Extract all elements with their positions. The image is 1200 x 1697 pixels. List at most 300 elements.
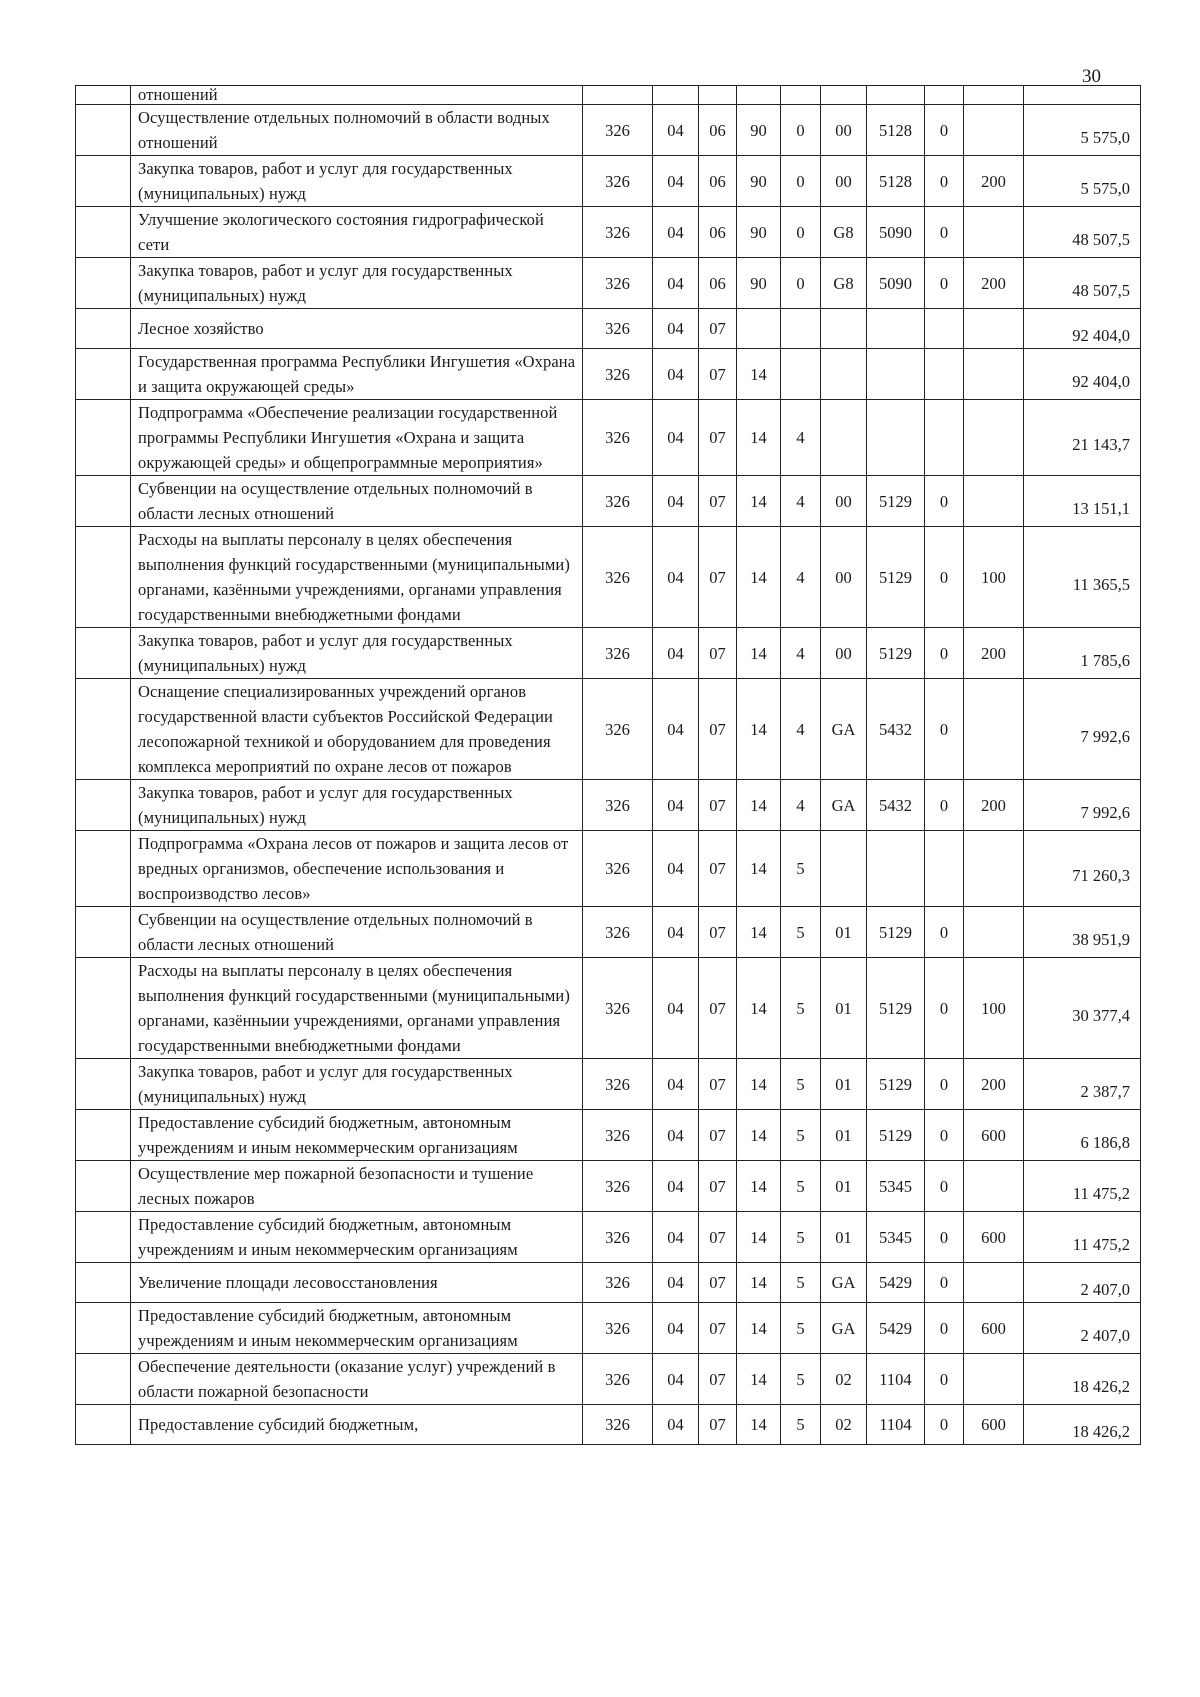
row-name-cell: Осуществление мер пожарной безопасности и тушение лесных пожаров [131,1161,583,1212]
section-code-cell: 04 [653,1110,699,1161]
extra-code-cell [925,349,964,400]
expense-type-code-cell [964,679,1024,780]
row-number-cell [76,1354,131,1405]
expense-type-code-cell: 200 [964,780,1024,831]
extra-code-cell: 0 [925,1161,964,1212]
row-number-cell [76,958,131,1059]
page-number: 30 [1082,66,1101,87]
row-name-cell: Оснащение специализированных учреждений органов государственной власти субъектов Российской Федерации лесопожарной техникой и оборудованием для проведения комплекса мероприятий по охране лесов от пожаров [131,679,583,780]
sum-cell: 18 426,2 [1024,1405,1141,1445]
sum-cell: 2 407,0 [1024,1263,1141,1303]
admin-code-cell: 326 [583,527,653,628]
extra-code-cell [925,400,964,476]
table-row [76,476,1141,527]
direction-code-cell: 5090 [867,258,925,309]
expense-type-code-cell [964,309,1024,349]
sum-cell: 13 151,1 [1024,476,1141,527]
program-code-cell: 90 [737,105,781,156]
program-code-cell: 14 [737,1405,781,1445]
program-code-cell: 14 [737,400,781,476]
section-code-cell: 04 [653,309,699,349]
extra-code-cell: 0 [925,1354,964,1405]
section-code-cell: 04 [653,1212,699,1263]
sum-cell: 6 186,8 [1024,1110,1141,1161]
extra-code-cell: 0 [925,907,964,958]
row-name-cell: Увеличение площади лесовосстановления [131,1263,583,1303]
row-number-cell [76,780,131,831]
direction-code-cell: 5129 [867,628,925,679]
subsection-code-cell: 06 [699,156,737,207]
section-code-cell [653,86,699,105]
subprogram-code-cell: 0 [781,258,821,309]
sum-cell: 2 387,7 [1024,1059,1141,1110]
subsection-code-cell: 07 [699,1212,737,1263]
budget-table [75,85,1141,1445]
subprogram-code-cell [781,86,821,105]
expense-type-code-cell [964,207,1024,258]
sum-cell: 30 377,4 [1024,958,1141,1059]
extra-code-cell: 0 [925,1263,964,1303]
direction-code-cell: 5129 [867,1059,925,1110]
section-code-cell: 04 [653,679,699,780]
direction-code-cell: 5129 [867,958,925,1059]
row-number-cell [76,258,131,309]
row-name-cell: Предоставление субсидий бюджетным, автономным учреждениям и иным некоммерческим организациям [131,1303,583,1354]
table-row [76,349,1141,400]
admin-code-cell: 326 [583,780,653,831]
row-number-cell [76,527,131,628]
admin-code-cell: 326 [583,1212,653,1263]
direction-code-cell: 5128 [867,156,925,207]
row-name-cell: Предоставление субсидий бюджетным, автономным учреждениям и иным некоммерческим организациям [131,1110,583,1161]
admin-code-cell: 326 [583,1303,653,1354]
subprogram-code-cell: 5 [781,907,821,958]
row-number-cell [76,1110,131,1161]
event-code-cell: GA [821,679,867,780]
direction-code-cell: 5128 [867,105,925,156]
extra-code-cell: 0 [925,1303,964,1354]
subsection-code-cell: 07 [699,1059,737,1110]
subsection-code-cell: 07 [699,1110,737,1161]
expense-type-code-cell [964,1161,1024,1212]
admin-code-cell: 326 [583,156,653,207]
event-code-cell [821,86,867,105]
table-row [76,156,1141,207]
table-row [76,1405,1141,1445]
subprogram-code-cell: 5 [781,831,821,907]
section-code-cell: 04 [653,1354,699,1405]
expense-type-code-cell: 200 [964,258,1024,309]
section-code-cell: 04 [653,156,699,207]
program-code-cell: 14 [737,780,781,831]
expense-type-code-cell: 600 [964,1212,1024,1263]
row-number-cell [76,1263,131,1303]
program-code-cell: 14 [737,958,781,1059]
admin-code-cell: 326 [583,1110,653,1161]
subprogram-code-cell: 4 [781,400,821,476]
table-row [76,958,1141,1059]
direction-code-cell: 5432 [867,679,925,780]
admin-code-cell: 326 [583,907,653,958]
table-row [76,1263,1141,1303]
row-name-cell: Улучшение экологического состояния гидрографической сети [131,207,583,258]
section-code-cell: 04 [653,831,699,907]
program-code-cell: 14 [737,1303,781,1354]
subsection-code-cell: 07 [699,1161,737,1212]
direction-code-cell: 1104 [867,1405,925,1445]
extra-code-cell [925,309,964,349]
event-code-cell: 01 [821,1212,867,1263]
row-number-cell [76,679,131,780]
section-code-cell: 04 [653,527,699,628]
program-code-cell: 14 [737,1212,781,1263]
subsection-code-cell: 07 [699,679,737,780]
table-row [76,527,1141,628]
expense-type-code-cell: 200 [964,628,1024,679]
admin-code-cell: 326 [583,476,653,527]
expense-type-code-cell: 100 [964,958,1024,1059]
event-code-cell [821,400,867,476]
subsection-code-cell [699,86,737,105]
direction-code-cell [867,400,925,476]
table-row [76,1212,1141,1263]
direction-code-cell [867,86,925,105]
sum-cell: 1 785,6 [1024,628,1141,679]
direction-code-cell [867,349,925,400]
admin-code-cell: 326 [583,349,653,400]
expense-type-code-cell [964,86,1024,105]
event-code-cell [821,349,867,400]
extra-code-cell: 0 [925,780,964,831]
row-name-cell: Расходы на выплаты персоналу в целях обеспечения выполнения функций государственными (муниципальными) органами, казённыии учреждениями, органами управления государственными внебюджетными фондами [131,958,583,1059]
direction-code-cell: 5129 [867,527,925,628]
event-code-cell: GA [821,780,867,831]
subsection-code-cell: 07 [699,1303,737,1354]
event-code-cell [821,309,867,349]
admin-code-cell: 326 [583,1405,653,1445]
row-number-cell [76,207,131,258]
section-code-cell: 04 [653,628,699,679]
event-code-cell: 01 [821,958,867,1059]
program-code-cell: 90 [737,258,781,309]
event-code-cell: 02 [821,1405,867,1445]
extra-code-cell: 0 [925,105,964,156]
subsection-code-cell: 07 [699,958,737,1059]
event-code-cell: 00 [821,628,867,679]
section-code-cell: 04 [653,1263,699,1303]
subsection-code-cell: 07 [699,349,737,400]
row-name-cell: Закупка товаров, работ и услуг для государственных (муниципальных) нужд [131,1059,583,1110]
extra-code-cell: 0 [925,476,964,527]
extra-code-cell: 0 [925,1110,964,1161]
section-code-cell: 04 [653,1059,699,1110]
subsection-code-cell: 07 [699,907,737,958]
direction-code-cell: 5090 [867,207,925,258]
admin-code-cell [583,86,653,105]
subprogram-code-cell: 5 [781,1059,821,1110]
subprogram-code-cell: 5 [781,1110,821,1161]
row-number-cell [76,86,131,105]
table-row [76,1303,1141,1354]
section-code-cell: 04 [653,907,699,958]
section-code-cell: 04 [653,1303,699,1354]
program-code-cell: 14 [737,1354,781,1405]
sum-cell: 5 575,0 [1024,156,1141,207]
subprogram-code-cell [781,309,821,349]
expense-type-code-cell [964,400,1024,476]
event-code-cell: 01 [821,1161,867,1212]
table-row [76,86,1141,105]
table-row [76,780,1141,831]
subsection-code-cell: 07 [699,1354,737,1405]
sum-cell: 11 475,2 [1024,1212,1141,1263]
table-row [76,309,1141,349]
table-row [76,679,1141,780]
direction-code-cell: 5129 [867,907,925,958]
admin-code-cell: 326 [583,258,653,309]
row-name-cell: Подпрограмма «Обеспечение реализации государственной программы Республики Ингушетия «Охрана и защита окружающей среды» и общепрограммные мероприятия» [131,400,583,476]
subsection-code-cell: 07 [699,527,737,628]
row-name-cell: Субвенции на осуществление отдельных полномочий в области лесных отношений [131,476,583,527]
table-row [76,207,1141,258]
row-name-cell: Закупка товаров, работ и услуг для государственных (муниципальных) нужд [131,156,583,207]
expense-type-code-cell [964,1354,1024,1405]
subprogram-code-cell: 5 [781,958,821,1059]
expense-type-code-cell [964,349,1024,400]
row-name-cell: Предоставление субсидий бюджетным, [131,1405,583,1445]
event-code-cell: 02 [821,1354,867,1405]
expense-type-code-cell [964,907,1024,958]
event-code-cell: 00 [821,527,867,628]
expense-type-code-cell: 200 [964,1059,1024,1110]
expense-type-code-cell: 600 [964,1405,1024,1445]
sum-cell: 71 260,3 [1024,831,1141,907]
sum-cell: 7 992,6 [1024,679,1141,780]
row-name-cell: отношений [131,86,583,105]
row-number-cell [76,309,131,349]
section-code-cell: 04 [653,349,699,400]
expense-type-code-cell: 200 [964,156,1024,207]
subsection-code-cell: 07 [699,1263,737,1303]
row-number-cell [76,156,131,207]
sum-cell: 48 507,5 [1024,207,1141,258]
section-code-cell: 04 [653,476,699,527]
extra-code-cell [925,831,964,907]
expense-type-code-cell: 100 [964,527,1024,628]
subprogram-code-cell: 5 [781,1354,821,1405]
row-number-cell [76,628,131,679]
row-number-cell [76,349,131,400]
row-name-cell: Подпрограмма «Охрана лесов от пожаров и защита лесов от вредных организмов, обеспечение использования и воспроизводство лесов» [131,831,583,907]
program-code-cell: 14 [737,527,781,628]
program-code-cell: 14 [737,476,781,527]
subprogram-code-cell: 0 [781,156,821,207]
section-code-cell: 04 [653,258,699,309]
expense-type-code-cell: 600 [964,1303,1024,1354]
sum-cell: 5 575,0 [1024,105,1141,156]
table-row [76,1354,1141,1405]
subprogram-code-cell [781,349,821,400]
program-code-cell: 14 [737,1110,781,1161]
program-code-cell: 14 [737,1161,781,1212]
table-row [76,1059,1141,1110]
row-name-cell: Закупка товаров, работ и услуг для государственных (муниципальных) нужд [131,628,583,679]
direction-code-cell: 5345 [867,1212,925,1263]
sum-cell: 92 404,0 [1024,309,1141,349]
subprogram-code-cell: 0 [781,105,821,156]
event-code-cell: 00 [821,105,867,156]
direction-code-cell [867,831,925,907]
expense-type-code-cell [964,831,1024,907]
event-code-cell: G8 [821,207,867,258]
subprogram-code-cell: 4 [781,476,821,527]
section-code-cell: 04 [653,780,699,831]
table-row [76,105,1141,156]
sum-cell [1024,86,1141,105]
row-number-cell [76,1405,131,1445]
extra-code-cell: 0 [925,1405,964,1445]
program-code-cell: 14 [737,831,781,907]
event-code-cell: 01 [821,1059,867,1110]
subsection-code-cell: 07 [699,400,737,476]
direction-code-cell: 5129 [867,1110,925,1161]
event-code-cell: GA [821,1263,867,1303]
admin-code-cell: 326 [583,1354,653,1405]
event-code-cell: 01 [821,1110,867,1161]
admin-code-cell: 326 [583,1161,653,1212]
extra-code-cell: 0 [925,207,964,258]
table-row [76,628,1141,679]
program-code-cell: 14 [737,1263,781,1303]
row-name-cell: Субвенции на осуществление отдельных полномочий в области лесных отношений [131,907,583,958]
extra-code-cell [925,86,964,105]
program-code-cell: 90 [737,207,781,258]
row-name-cell: Закупка товаров, работ и услуг для государственных (муниципальных) нужд [131,258,583,309]
subprogram-code-cell: 5 [781,1405,821,1445]
direction-code-cell: 1104 [867,1354,925,1405]
row-number-cell [76,1059,131,1110]
expense-type-code-cell: 600 [964,1110,1024,1161]
row-number-cell [76,400,131,476]
table-body [76,86,1141,1445]
program-code-cell: 14 [737,907,781,958]
subsection-code-cell: 07 [699,476,737,527]
subsection-code-cell: 06 [699,258,737,309]
row-number-cell [76,1161,131,1212]
row-name-cell: Расходы на выплаты персоналу в целях обеспечения выполнения функций государственными (муниципальными) органами, казёнными учреждениями, органами управления государственными внебюджетными фондами [131,527,583,628]
direction-code-cell: 5429 [867,1263,925,1303]
table-row [76,1161,1141,1212]
admin-code-cell: 326 [583,207,653,258]
direction-code-cell [867,309,925,349]
row-number-cell [76,831,131,907]
table-row [76,831,1141,907]
event-code-cell: G8 [821,258,867,309]
subsection-code-cell: 07 [699,309,737,349]
admin-code-cell: 326 [583,400,653,476]
subsection-code-cell: 07 [699,831,737,907]
admin-code-cell: 326 [583,679,653,780]
row-number-cell [76,1212,131,1263]
extra-code-cell: 0 [925,1212,964,1263]
direction-code-cell: 5345 [867,1161,925,1212]
event-code-cell: 00 [821,156,867,207]
table-row [76,258,1141,309]
admin-code-cell: 326 [583,1059,653,1110]
expense-type-code-cell [964,476,1024,527]
direction-code-cell: 5129 [867,476,925,527]
admin-code-cell: 326 [583,105,653,156]
program-code-cell [737,309,781,349]
subprogram-code-cell: 4 [781,628,821,679]
direction-code-cell: 5429 [867,1303,925,1354]
sum-cell: 21 143,7 [1024,400,1141,476]
extra-code-cell: 0 [925,527,964,628]
event-code-cell: GA [821,1303,867,1354]
row-name-cell: Государственная программа Республики Ингушетия «Охрана и защита окружающей среды» [131,349,583,400]
row-name-cell: Предоставление субсидий бюджетным, автономным учреждениям и иным некоммерческим организациям [131,1212,583,1263]
event-code-cell: 01 [821,907,867,958]
subprogram-code-cell: 0 [781,207,821,258]
subprogram-code-cell: 5 [781,1303,821,1354]
table-row [76,400,1141,476]
event-code-cell [821,831,867,907]
sum-cell: 92 404,0 [1024,349,1141,400]
program-code-cell: 14 [737,679,781,780]
expense-type-code-cell [964,105,1024,156]
row-number-cell [76,907,131,958]
extra-code-cell: 0 [925,628,964,679]
section-code-cell: 04 [653,1161,699,1212]
program-code-cell: 14 [737,349,781,400]
direction-code-cell: 5432 [867,780,925,831]
subprogram-code-cell: 4 [781,527,821,628]
row-number-cell [76,1303,131,1354]
event-code-cell: 00 [821,476,867,527]
sum-cell: 48 507,5 [1024,258,1141,309]
sum-cell: 2 407,0 [1024,1303,1141,1354]
program-code-cell [737,86,781,105]
sum-cell: 18 426,2 [1024,1354,1141,1405]
extra-code-cell: 0 [925,258,964,309]
extra-code-cell: 0 [925,156,964,207]
subsection-code-cell: 06 [699,105,737,156]
extra-code-cell: 0 [925,958,964,1059]
table-row [76,1110,1141,1161]
row-number-cell [76,476,131,527]
subsection-code-cell: 07 [699,1405,737,1445]
section-code-cell: 04 [653,105,699,156]
program-code-cell: 14 [737,628,781,679]
admin-code-cell: 326 [583,309,653,349]
subprogram-code-cell: 4 [781,780,821,831]
row-name-cell: Обеспечение деятельности (оказание услуг) учреждений в области пожарной безопасности [131,1354,583,1405]
row-name-cell: Осуществление отдельных полномочий в области водных отношений [131,105,583,156]
subprogram-code-cell: 5 [781,1161,821,1212]
extra-code-cell: 0 [925,1059,964,1110]
admin-code-cell: 326 [583,831,653,907]
subprogram-code-cell: 5 [781,1263,821,1303]
subprogram-code-cell: 5 [781,1212,821,1263]
extra-code-cell: 0 [925,679,964,780]
row-name-cell: Лесное хозяйство [131,309,583,349]
program-code-cell: 90 [737,156,781,207]
sum-cell: 11 365,5 [1024,527,1141,628]
expense-type-code-cell [964,1263,1024,1303]
subsection-code-cell: 07 [699,628,737,679]
row-number-cell [76,105,131,156]
sum-cell: 11 475,2 [1024,1161,1141,1212]
